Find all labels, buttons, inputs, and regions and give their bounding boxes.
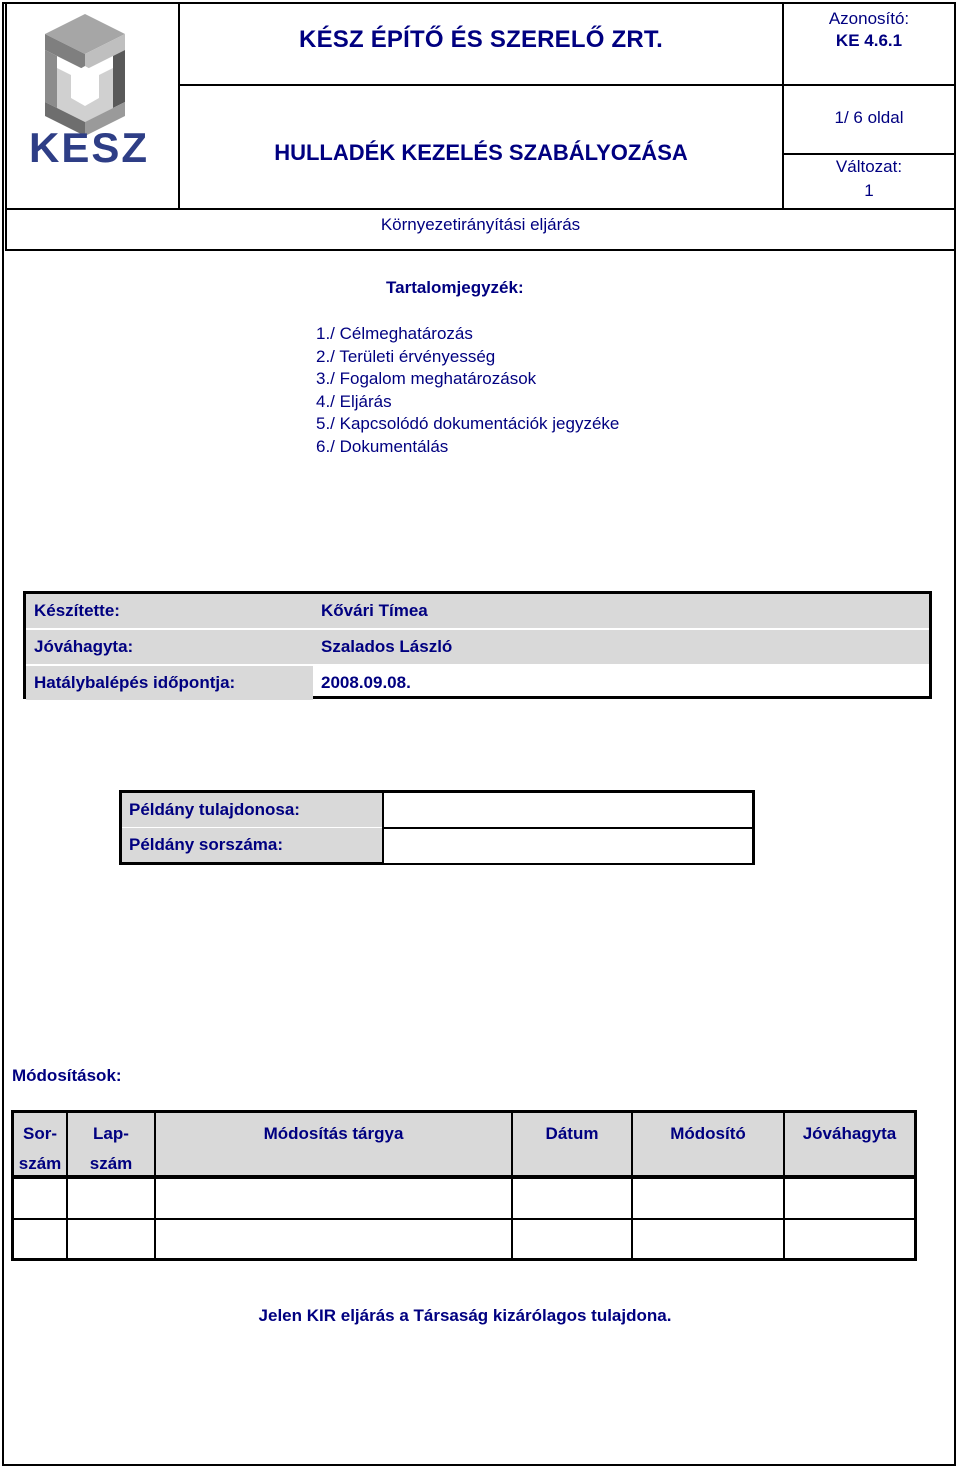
column-header-serial <box>14 1113 66 1175</box>
modifications-table <box>11 1110 917 1261</box>
column-header-line: Módosító <box>670 1124 746 1143</box>
document-title: HULLADÉK KEZELÉS SZABÁLYOZÁSA <box>274 140 688 165</box>
effective-date-value: 2008.09.08. <box>321 673 411 692</box>
procedure-type: Környezetirányítási eljárás <box>380 215 581 234</box>
column-header-date <box>513 1113 631 1175</box>
approved-by-value: Szalados László <box>313 630 929 664</box>
divider <box>783 1113 785 1258</box>
column-header-line: Dátum <box>545 1124 599 1143</box>
column-header-approver <box>785 1113 914 1175</box>
copy-owner-label: Példány tulajdonosa: <box>122 793 384 827</box>
company-name: KÉSZ ÉPÍTŐ ÉS SZERELŐ ZRT. <box>299 26 663 53</box>
document-header <box>5 2 956 251</box>
column-header-line: Lap- <box>93 1124 129 1143</box>
column-header-line: szám <box>18 1154 62 1173</box>
copy-info-table <box>119 790 755 865</box>
divider <box>154 1113 156 1258</box>
approval-row <box>26 594 929 628</box>
divider <box>14 1177 914 1179</box>
copy-owner-field[interactable] <box>384 793 752 827</box>
approval-row <box>26 666 929 700</box>
prepared-by-value: Kővári Tímea <box>313 594 929 628</box>
divider <box>14 1218 914 1220</box>
approval-row <box>26 630 929 664</box>
divider <box>511 1113 513 1258</box>
toc-item: 6./ Dokumentálás <box>316 436 449 456</box>
svg-text:KESZ: KESZ <box>29 124 150 171</box>
prepared-by-label: Készítette: <box>26 594 313 628</box>
toc-item: 3./ Fogalom meghatározások <box>316 369 537 388</box>
modifications-title: Módosítások: <box>12 1066 122 1085</box>
column-header-subject <box>156 1113 511 1175</box>
column-header-modifier <box>633 1113 783 1175</box>
column-header-line: Sor- <box>23 1124 57 1143</box>
identifier-label: Azonosító: <box>828 9 910 28</box>
ownership-note: Jelen KIR eljárás a Társaság kizárólagos tulajdona. <box>258 1306 672 1325</box>
toc-item: 4./ Eljárás <box>316 391 392 411</box>
copy-serial-field[interactable] <box>384 829 752 863</box>
divider <box>384 827 752 829</box>
column-header-page <box>68 1113 154 1175</box>
effective-date-label: Hatálybalépés időpontja: <box>26 666 313 700</box>
divider <box>7 208 954 210</box>
toc-title: Tartalomjegyzék: <box>386 278 524 297</box>
toc-list <box>316 323 619 458</box>
column-header-line: szám <box>89 1154 133 1173</box>
version-value: 1 <box>864 181 874 200</box>
toc-item: 2./ Területi érvényesség <box>316 346 496 366</box>
approved-by-label: Jóváhagyta: <box>26 630 313 664</box>
column-header-line: Jóváhagyta <box>802 1124 897 1143</box>
toc-item: 1./ Célmeghatározás <box>316 324 473 343</box>
divider <box>782 153 954 155</box>
divider <box>66 1113 68 1258</box>
approval-table <box>23 591 932 699</box>
divider <box>631 1113 633 1258</box>
divider <box>178 84 954 86</box>
version-label: Változat: <box>835 157 903 176</box>
column-header-line: Módosítás tárgya <box>263 1124 404 1143</box>
company-logo <box>23 12 163 172</box>
identifier-value: KE 4.6.1 <box>835 31 903 50</box>
copy-serial-label: Példány sorszáma: <box>122 828 384 862</box>
toc-item: 5./ Kapcsolódó dokumentációk jegyzéke <box>316 414 620 433</box>
page-number: 1/ 6 oldal <box>834 108 904 127</box>
